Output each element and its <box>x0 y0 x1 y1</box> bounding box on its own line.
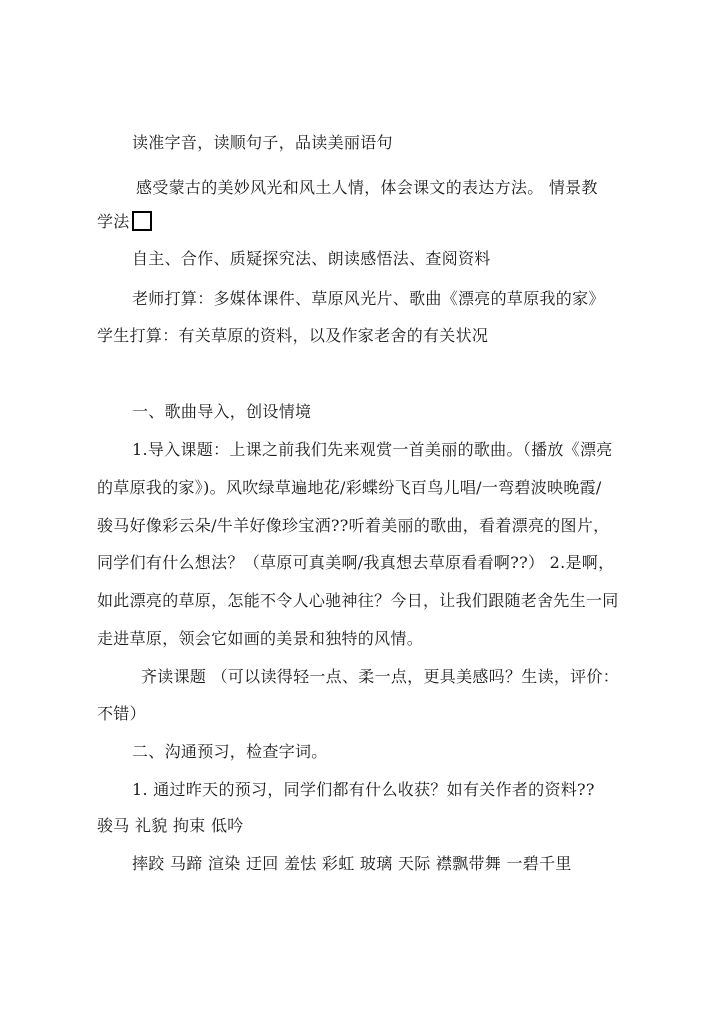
paragraph-line: 走进草原，领会它如画的美景和独特的风情。 <box>97 629 424 648</box>
paragraph-line: 的草原我的家》)。风吹绿草遍地花/彩蝶纷飞百鸟儿唱/一弯碧波映晚霞/ <box>97 478 602 497</box>
paragraph-line: 骏马好像彩云朵/牛羊好像珍宝洒??听着美丽的歌曲，看着漂亮的图片， <box>97 516 610 535</box>
paragraph-line: 1. 通过昨天的预习，同学们都有什么收获？如有关作者的资料?? <box>132 780 595 799</box>
paragraph-line: 同学们有什么想法？（草原可真美啊/我真想去草原看看啊??） 2.是啊， <box>97 553 615 572</box>
teaching-method-line <box>97 211 152 232</box>
paragraph-line: 不错） <box>97 704 146 723</box>
paragraph-line: 1.导入课题：上课之前我们先来观赏一首美丽的歌曲。（播放《漂亮 <box>132 440 613 459</box>
learning-methods: 自主、合作、质疑探究法、朗读感悟法、查阅资料 <box>132 249 491 268</box>
teaching-method-text: 学法 <box>97 212 130 231</box>
learning-goal-2: 感受蒙古的美妙风光和风土人情，体会课文的表达方法。 情景教 <box>136 178 598 197</box>
learning-goal-1: 读准字音，读顺句子，品读美丽语句 <box>132 133 393 152</box>
vocabulary-row: 骏马 礼貌 拘束 低吟 <box>97 816 244 835</box>
section-heading-2: 二、沟通预习，检查字词。 <box>132 742 328 761</box>
teacher-preparation: 老师打算：多媒体课件、草原风光片、歌曲《漂亮的草原我的家》 <box>132 289 605 308</box>
vocabulary-row: 摔跤 马蹄 渲染 迂回 羞怯 彩虹 玻璃 天际 襟飘带舞 一碧千里 <box>132 854 572 873</box>
section-heading-1: 一、歌曲导入，创设情境 <box>132 402 312 421</box>
student-preparation: 学生打算：有关草原的资料，以及作家老舍的有关状况 <box>97 326 489 345</box>
paragraph-line: 如此漂亮的草原，怎能不令人心驰神往？今日，让我们跟随老舍先生一同 <box>97 591 619 610</box>
paragraph-line: 齐读课题 （可以读得轻一点、柔一点，更具美感吗？生读，评价： <box>141 667 620 686</box>
empty-box-icon <box>132 211 152 231</box>
